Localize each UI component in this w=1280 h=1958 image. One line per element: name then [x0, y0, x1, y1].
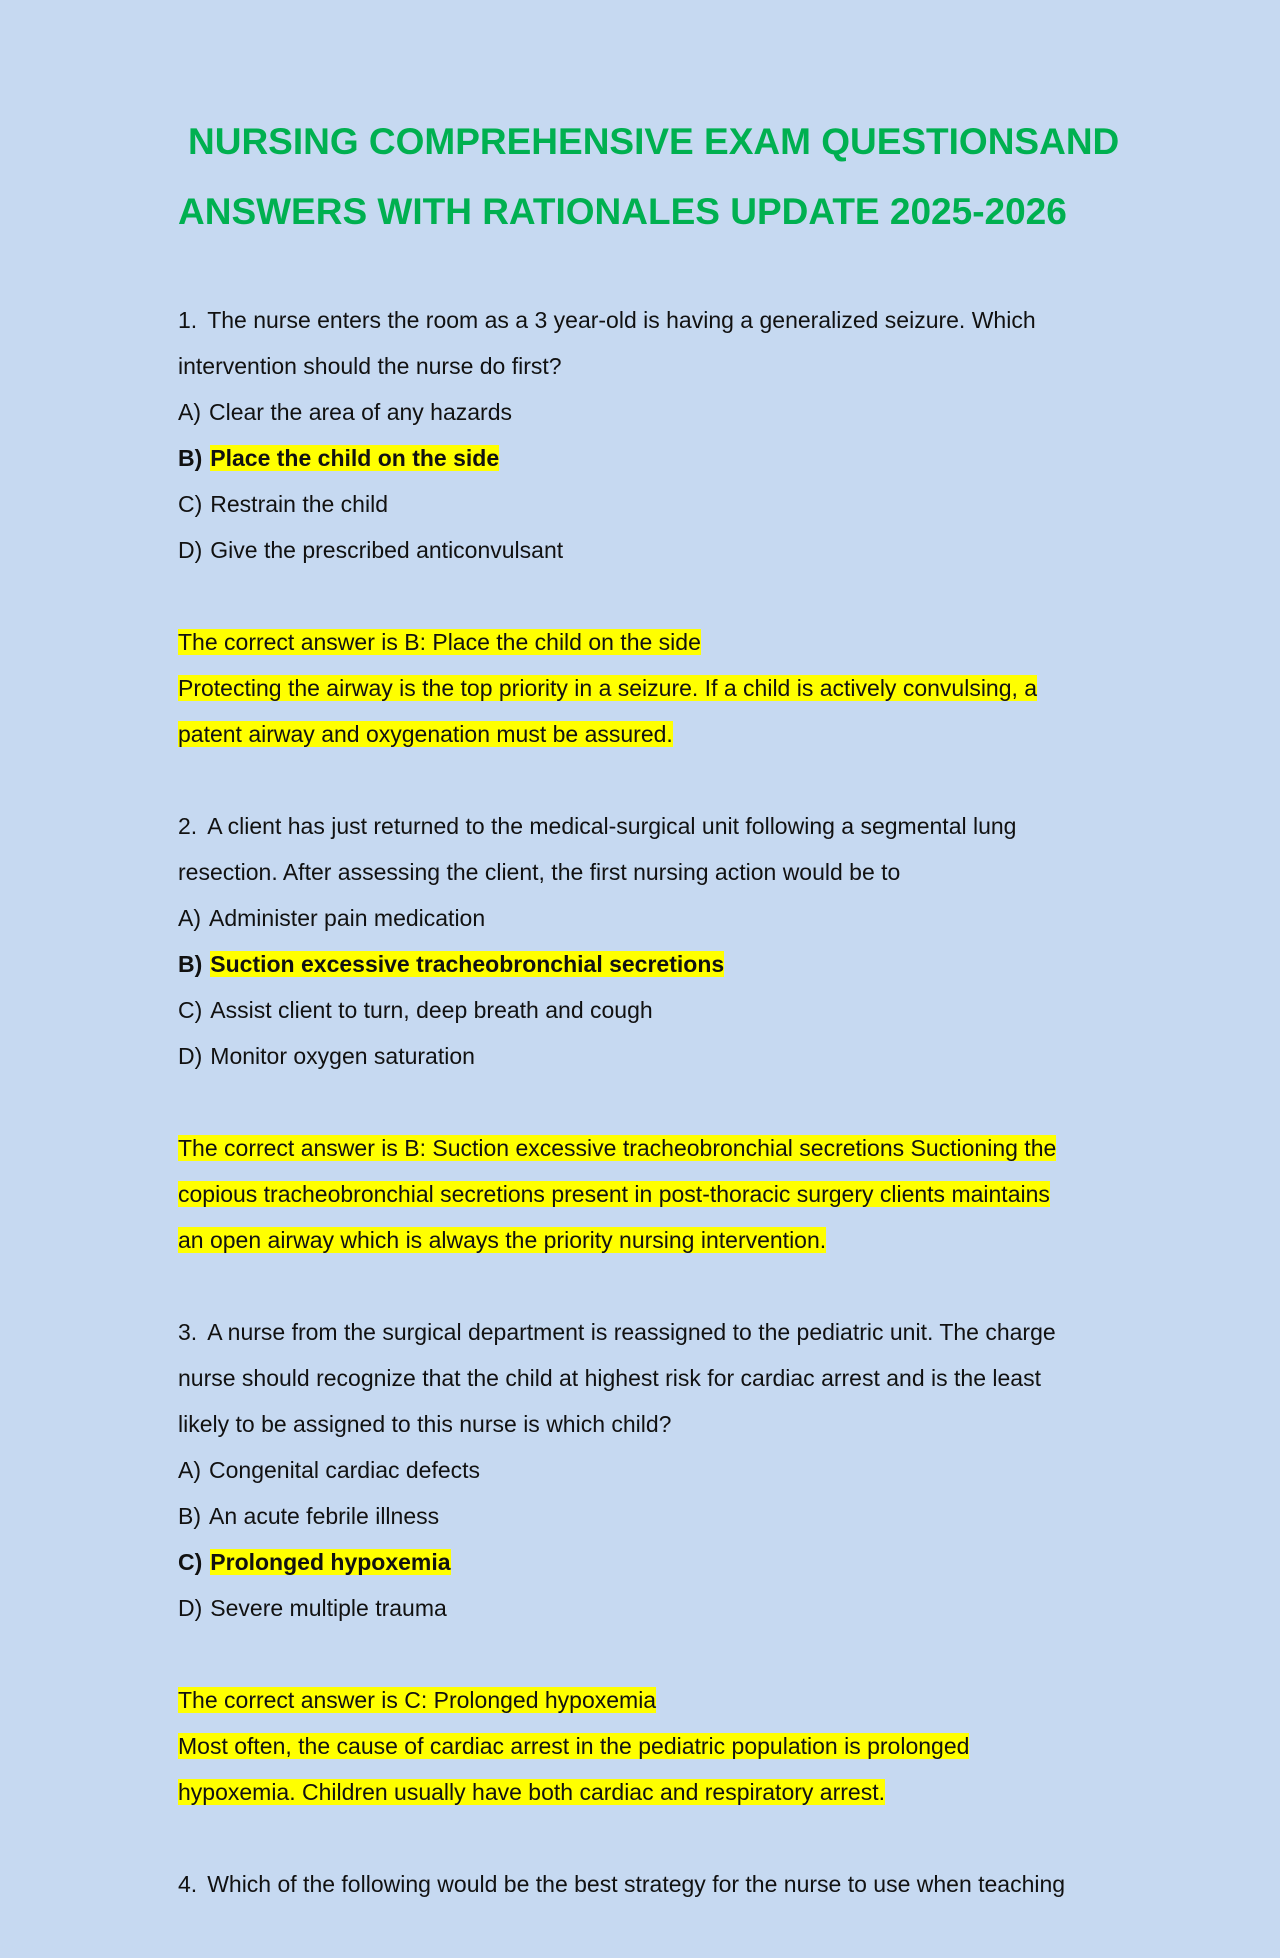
document-title: [178, 107, 1178, 247]
answer-option-a: A) Clear the area of any hazards: [178, 399, 513, 425]
question-stem-line: resection. After assessing the client, the first nursing action would be to: [178, 859, 901, 885]
question-3: [178, 1309, 1178, 1861]
correct-answer-line: The correct answer is C: Prolonged hypoxemia: [178, 1687, 657, 1713]
answer-option-b-correct: B) Suction excessive tracheobronchial secretions: [178, 951, 725, 977]
answer-option-a: A) Administer pain medication: [178, 905, 486, 931]
answer-option-d: D) Severe multiple trauma: [178, 1595, 447, 1621]
rationale-line: Most often, the cause of cardiac arrest in the pediatric population is prolonged: [178, 1733, 970, 1759]
question-stem-line: 1. The nurse enters the room as a 3 year-old is having a generalized seizure. Which: [178, 307, 1036, 333]
rationale-line: patent airway and oxygenation must be assured.: [178, 721, 673, 747]
question-stem-line: 3. A nurse from the surgical department is reassigned to the pediatric unit. The charge: [178, 1319, 1056, 1345]
question-list: [178, 297, 1178, 1907]
question-4: [178, 1861, 1178, 1907]
question-number: 4.: [178, 1871, 198, 1897]
answer-option-b: B) An acute febrile illness: [178, 1503, 440, 1529]
answer-option-c: C) Assist client to turn, deep breath and cough: [178, 997, 653, 1023]
answer-option-c-correct: C) Prolonged hypoxemia: [178, 1549, 451, 1575]
correct-answer-line: The correct answer is B: Place the child on the side: [178, 629, 701, 655]
answer-option-d: D) Monitor oxygen saturation: [178, 1043, 475, 1069]
rationale-line: Protecting the airway is the top priority in a seizure. If a child is actively convulsing, a: [178, 675, 1038, 701]
question-stem-line: likely to be assigned to this nurse is which child?: [178, 1411, 672, 1437]
question-stem-line: 2. A client has just returned to the medical-surgical unit following a segmental lung: [178, 813, 1017, 839]
question-1: [178, 297, 1178, 803]
question-number: 1.: [178, 307, 198, 333]
title-line-2: ANSWERS WITH RATIONALES UPDATE 2025-2026: [178, 191, 1067, 232]
question-stem-line: nurse should recognize that the child at highest risk for cardiac arrest and is the least: [178, 1365, 1041, 1391]
question-stem-line: 4. Which of the following would be the best strategy for the nurse to use when teaching: [178, 1871, 1066, 1897]
question-number: 2.: [178, 813, 198, 839]
question-stem-line: intervention should the nurse do first?: [178, 353, 562, 379]
question-2: [178, 803, 1178, 1309]
question-number: 3.: [178, 1319, 198, 1345]
answer-option-d: D) Give the prescribed anticonvulsant: [178, 537, 564, 563]
answer-option-a: A) Congenital cardiac defects: [178, 1457, 481, 1483]
title-line-1: NURSING COMPREHENSIVE EXAM QUESTIONSAND: [188, 121, 1120, 162]
answer-option-b-correct: B) Place the child on the side: [178, 445, 500, 471]
rationale-line: an open airway which is always the priority nursing intervention.: [178, 1227, 827, 1253]
rationale-line: copious tracheobronchial secretions present in post-thoracic surgery clients maintains: [178, 1181, 1050, 1207]
answer-option-c: C) Restrain the child: [178, 491, 388, 517]
correct-answer-line: The correct answer is B: Suction excessive tracheobronchial secretions Suctioning the: [178, 1135, 1057, 1161]
rationale-line: hypoxemia. Children usually have both cardiac and respiratory arrest.: [178, 1779, 885, 1805]
